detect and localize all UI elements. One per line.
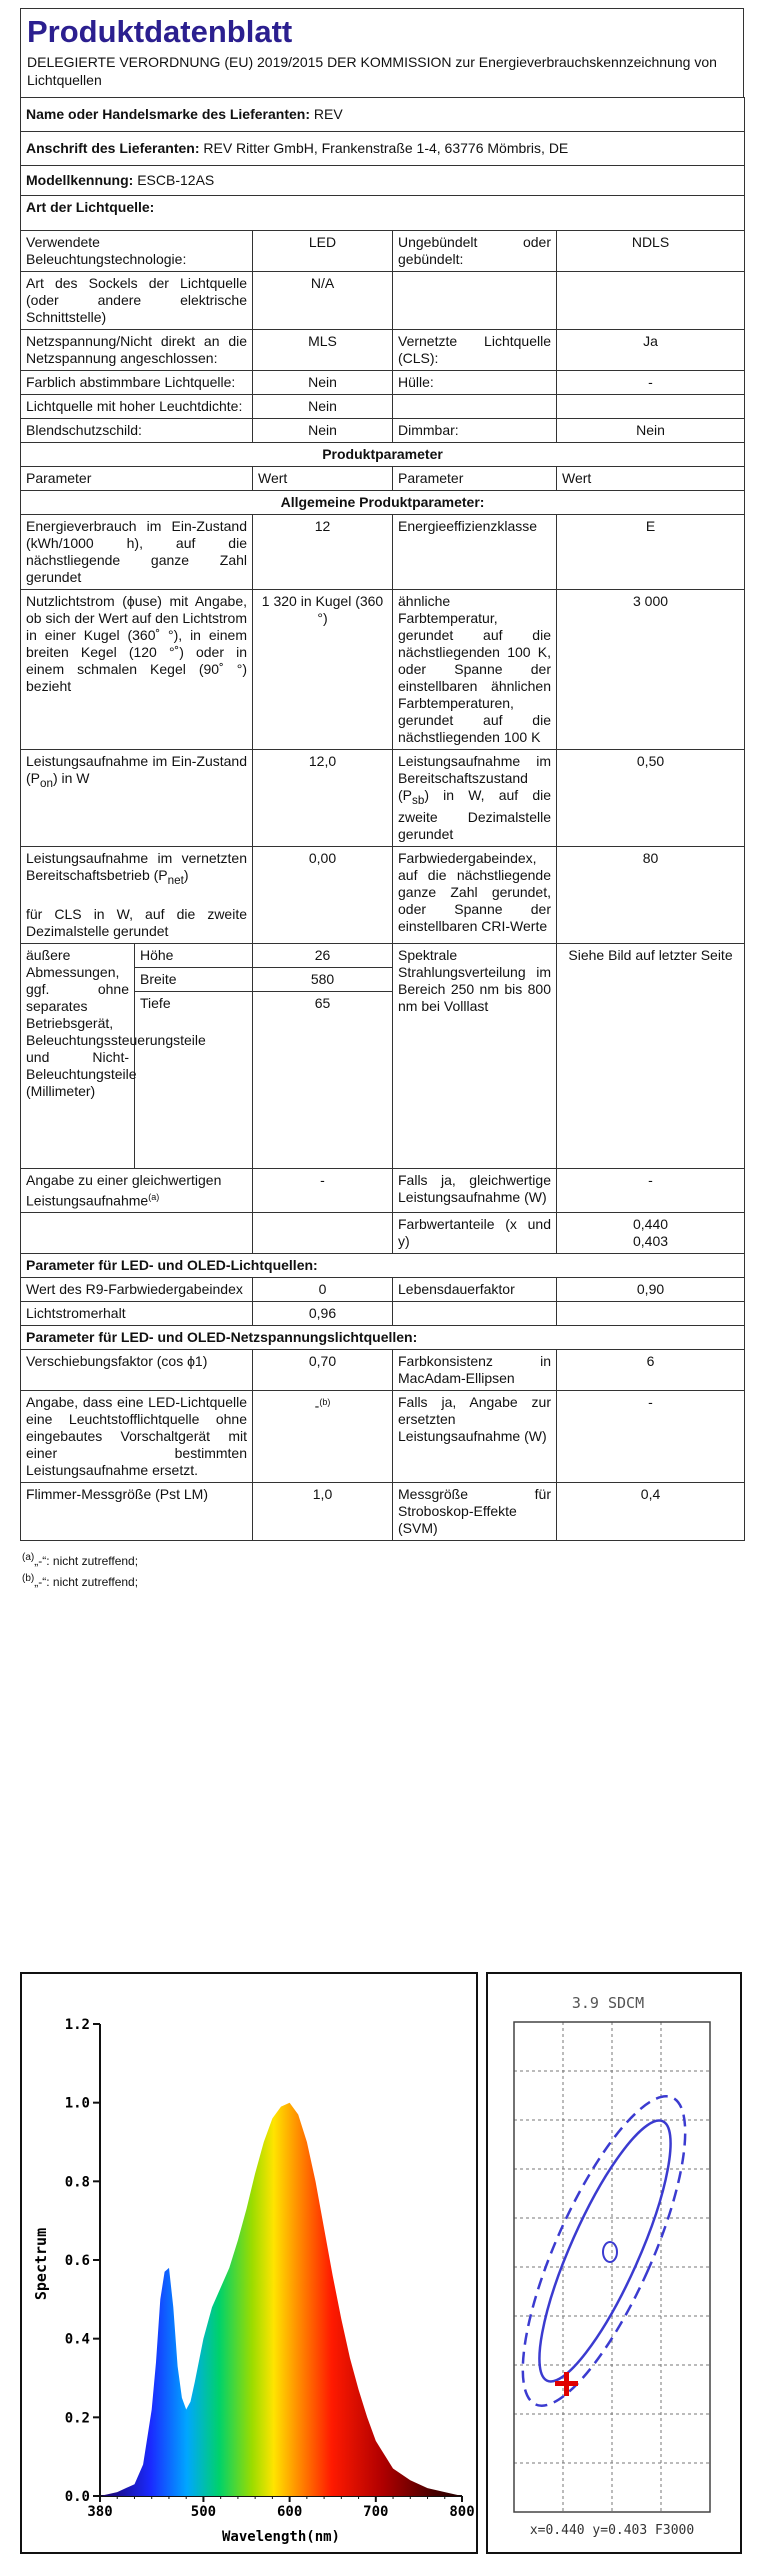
spectrum-ytick-label: 1.2 xyxy=(64,2017,90,2033)
row-flicker xyxy=(21,1483,745,1541)
row-equivalent xyxy=(21,1168,745,1213)
height-value: 26 xyxy=(253,943,393,967)
spectrum-xtick-label: 500 xyxy=(190,2504,217,2520)
maintenance-value: 0,96 xyxy=(253,1302,393,1326)
spectrum-xlabel: Wavelength(nm) xyxy=(221,2529,341,2545)
spectrum-chart xyxy=(22,1974,476,2552)
lifetime-value: 0,90 xyxy=(557,1278,745,1302)
model-value: ESCB-12AS xyxy=(137,172,215,188)
cct-label: ähnliche Farbtemperatur, gerundet auf die nächstliegenden 100 K, oder Spanne der einstellbaren ähnlichen Farbtemperaturen, gerundet auf die nächstliegenden 100 K xyxy=(393,590,557,750)
sdcm-title: 3.9 SDCM xyxy=(571,1994,645,2012)
high-luminance-value: Nein xyxy=(253,395,393,419)
row-light-source-section xyxy=(21,196,745,231)
depth-value: 65 xyxy=(253,991,393,1168)
spectrum-xtick-label: 700 xyxy=(363,2504,389,2520)
supplier-address-label: Anschrift des Lieferanten: xyxy=(26,140,200,156)
technology-value: LED xyxy=(253,231,393,272)
chromaticity-label: Farbwertanteile (x und y) xyxy=(393,1213,557,1254)
spd-label: Spektrale Strahlungsverteilung im Bereich 250 nm bis 800 nm bei Volllast xyxy=(393,943,557,1168)
replacement-value: -$^{(b)}$ xyxy=(253,1391,393,1483)
equivalent-value: - xyxy=(253,1168,393,1213)
cri-value: 80 xyxy=(557,846,745,943)
dimmable-label: Dimmbar: xyxy=(393,419,557,443)
spd-value: Siehe Bild auf letzter Seite xyxy=(557,943,745,1168)
row-high-luminance xyxy=(21,395,745,419)
flicker-label: Flimmer-Messgröße (Pst LM) xyxy=(21,1483,253,1541)
row-chromaticity xyxy=(21,1213,745,1254)
cap-label: Art des Sockels der Lichtquelle (oder andere elektrische Schnittstelle) xyxy=(21,272,253,330)
cap-value: N/A xyxy=(253,272,393,330)
spectrum-xtick-label: 800 xyxy=(449,2504,475,2520)
footnotes xyxy=(20,1541,744,1599)
svm-value: 0,4 xyxy=(557,1483,745,1541)
r9-label: Wert des R9-Farbwiedergabeindex xyxy=(21,1278,253,1302)
header-box xyxy=(20,8,744,97)
row-mains xyxy=(21,330,745,371)
chromaticity-value xyxy=(557,1213,745,1254)
sdcm-chart xyxy=(488,1974,740,2552)
flicker-value: 1,0 xyxy=(253,1483,393,1541)
row-led-header xyxy=(21,1254,745,1278)
mains-label: Netzspannung/Nicht direkt an die Netzspannung angeschlossen: xyxy=(21,330,253,371)
spectrum-ytick-label: 0.8 xyxy=(64,2174,90,2191)
row-mains-header xyxy=(21,1326,745,1350)
row-technology xyxy=(21,231,745,272)
equivalent-label: Angabe zu einer gleichwertigen Leistungsaufnahme$^{(a)}$ xyxy=(21,1168,253,1213)
dimensions-label: äußere Abmessungen, ggf. ohne separates Betriebsgerät, Beleuchtungssteuerungsteile und Nicht-Beleuchtungsteile (Millimeter) xyxy=(21,943,135,1168)
col-param-2: Parameter xyxy=(393,467,557,491)
mains-params-header: Parameter für LED- und OLED-Netzspannungslichtquellen: xyxy=(21,1326,745,1350)
row-replacement xyxy=(21,1391,745,1483)
product-params-header: Produktparameter xyxy=(21,443,745,467)
dimmable-value: Nein xyxy=(557,419,745,443)
energy-value: 12 xyxy=(253,515,393,590)
equivalent-yes-label: Falls ja, gleichwertige Leistungsaufnahme (W) xyxy=(393,1168,557,1213)
row-tunable xyxy=(21,371,745,395)
sdcm-measured-point xyxy=(555,2372,578,2396)
equivalent-yes-value: - xyxy=(557,1168,745,1213)
row-column-headers xyxy=(21,467,745,491)
spectrum-area xyxy=(100,2103,462,2496)
row-power-factor xyxy=(21,1350,745,1391)
width-label: Breite xyxy=(135,967,253,991)
tunable-label: Farblich abstimmbare Lichtquelle: xyxy=(21,371,253,395)
width-value: 580 xyxy=(253,967,393,991)
row-r9 xyxy=(21,1278,745,1302)
col-value-2: Wert xyxy=(557,467,745,491)
spectrum-xtick-label: 380 xyxy=(87,2504,113,2520)
row-maintenance xyxy=(21,1302,745,1326)
spectrum-ytick-label: 0.2 xyxy=(64,2410,90,2427)
pon-label: Leistungsaufnahme im Ein-Zustand $(P_{on})$ in W xyxy=(21,750,253,847)
row-pon xyxy=(21,750,745,847)
power-factor-value: 0,70 xyxy=(253,1350,393,1391)
data-sheet xyxy=(20,8,744,1599)
pon-value: 12,0 xyxy=(253,750,393,847)
pnet-label: Leistungsaufnahme im vernetzten Bereitschaftsbetrieb $(P_{net})$ für CLS in W, auf die zweite Dezimalstelle gerundet xyxy=(21,846,253,943)
row-flux xyxy=(21,590,745,750)
col-param-1: Parameter xyxy=(21,467,253,491)
directional-label: Ungebündelt oder gebündelt: xyxy=(393,231,557,272)
spectrum-ylabel: Spectrum xyxy=(32,2227,50,2301)
cls-label: Vernetzte Lichtquelle (CLS): xyxy=(393,330,557,371)
row-height xyxy=(21,943,745,967)
consistency-label: Farbkonsistenz in MacAdam-Ellipsen xyxy=(393,1350,557,1391)
technology-label: Verwendete Beleuchtungstechnologie: xyxy=(21,231,253,272)
supplier-name-value: REV xyxy=(313,106,343,122)
general-params-header: Allgemeine Produktparameter: xyxy=(21,491,745,515)
envelope-value: - xyxy=(557,371,745,395)
high-luminance-label: Lichtquelle mit hoher Leuchtdichte: xyxy=(21,395,253,419)
col-value-1: Wert xyxy=(253,467,393,491)
page-title: Produktdatenblatt xyxy=(27,14,293,49)
flux-value: 1 320 in Kugel (360 °) xyxy=(253,590,393,750)
row-supplier-name xyxy=(21,98,745,132)
power-factor-label: Verschiebungsfaktor (cos ϕ1) xyxy=(21,1350,253,1391)
pnet-value: 0,00 xyxy=(253,846,393,943)
cls-value: Ja xyxy=(557,330,745,371)
row-product-params-header xyxy=(21,443,745,467)
spectrum-ytick-label: 0.6 xyxy=(64,2253,90,2269)
light-source-section-title: Art der Lichtquelle: xyxy=(21,196,745,231)
row-energy xyxy=(21,515,745,590)
sdcm-figure xyxy=(486,1972,742,2554)
spectrum-ytick-label: 1.0 xyxy=(64,2095,90,2112)
mains-value: MLS xyxy=(253,330,393,371)
sdcm-readout: x=0.440 y=0.403 F3000 xyxy=(529,2523,695,2538)
row-cap xyxy=(21,272,745,330)
consistency-value: 6 xyxy=(557,1350,745,1391)
supplier-address-value: REV Ritter GmbH, Frankenstraße 1-4, 63776 Mömbris, DE xyxy=(203,140,569,156)
glare-value: Nein xyxy=(253,419,393,443)
psb-label: Leistungsaufnahme im Bereitschaftszustand $(P_{sb})$ in W, auf die zweite Dezimalstelle gerundet xyxy=(393,750,557,847)
model-label: Modellkennung: xyxy=(26,172,134,188)
footnote-a: $^{(a)}$„-“: nicht zutreffend; xyxy=(22,1552,139,1569)
replacement-label: Angabe, dass eine LED-Lichtquelle eine Leuchtstofflichtquelle ohne eingebautes Vorschaltgerät mit einer bestimmten Leistungsaufnahme ersetzt. xyxy=(21,1391,253,1483)
height-label: Höhe xyxy=(135,943,253,967)
led-params-header: Parameter für LED- und OLED-Lichtquellen: xyxy=(21,1254,745,1278)
row-supplier-address xyxy=(21,132,745,166)
product-table xyxy=(20,97,745,1541)
row-glare xyxy=(21,419,745,443)
footnote-b: $^{(b)}$„-“: nicht zutreffend; xyxy=(22,1573,139,1590)
energy-class-label: Energieeffizienzklasse xyxy=(393,515,557,590)
cct-value: 3 000 xyxy=(557,590,745,750)
chromaticity-x: 0,440 xyxy=(632,1216,669,1233)
chromaticity-y: 0,403 xyxy=(632,1233,669,1250)
depth-label: Tiefe xyxy=(135,991,253,1168)
spectrum-ytick-label: 0.0 xyxy=(64,2489,90,2505)
directional-value: NDLS xyxy=(557,231,745,272)
energy-label: Energieverbrauch im Ein-Zustand (kWh/1000 h), auf die nächstliegende ganze Zahl gerundet xyxy=(21,515,253,590)
sdcm-center-ellipse xyxy=(603,2242,617,2262)
maintenance-label: Lichtstromerhalt xyxy=(21,1302,253,1326)
row-pnet xyxy=(21,846,745,943)
lifetime-label: Lebensdauerfaktor xyxy=(393,1278,557,1302)
psb-value: 0,50 xyxy=(557,750,745,847)
regulation-intro: DELEGIERTE VERORDNUNG (EU) 2019/2015 DER KOMMISSION zur Energieverbrauchskennzeichnung von Lichtquellen xyxy=(27,54,717,88)
energy-class-value: E xyxy=(557,515,745,590)
svm-label: Messgröße für Stroboskop-Effekte (SVM) xyxy=(393,1483,557,1541)
flux-label: Nutzlichtstrom (ϕuse) mit Angabe, ob sich der Wert auf den Lichtstrom in einer Kugel (360˚ °), in einem breiten Kegel (120 °˚) oder in einem schmalen Kegel (90˚ °) bezieht xyxy=(21,590,253,750)
spectrum-ytick-label: 0.4 xyxy=(64,2331,90,2348)
replacement-yes-value: - xyxy=(557,1391,745,1483)
row-model xyxy=(21,166,745,196)
r9-value: 0 xyxy=(253,1278,393,1302)
pnet-label-cont: für CLS in W, auf die zweite Dezimalstelle gerundet xyxy=(26,905,247,939)
glare-label: Blendschutzschild: xyxy=(21,419,253,443)
tunable-value: Nein xyxy=(253,371,393,395)
spectrum-figure xyxy=(20,1972,478,2554)
supplier-name-label: Name oder Handelsmarke des Lieferanten: xyxy=(26,106,310,122)
replacement-yes-label: Falls ja, Angabe zur ersetzten Leistungsaufnahme (W) xyxy=(393,1391,557,1483)
row-general-header xyxy=(21,491,745,515)
spectrum-xtick-label: 600 xyxy=(276,2504,303,2520)
envelope-label: Hülle: xyxy=(393,371,557,395)
cri-label: Farbwiedergabeindex, auf die nächstliegende ganze Zahl gerundet, oder Spanne der einstellbaren CRI-Werte xyxy=(393,846,557,943)
